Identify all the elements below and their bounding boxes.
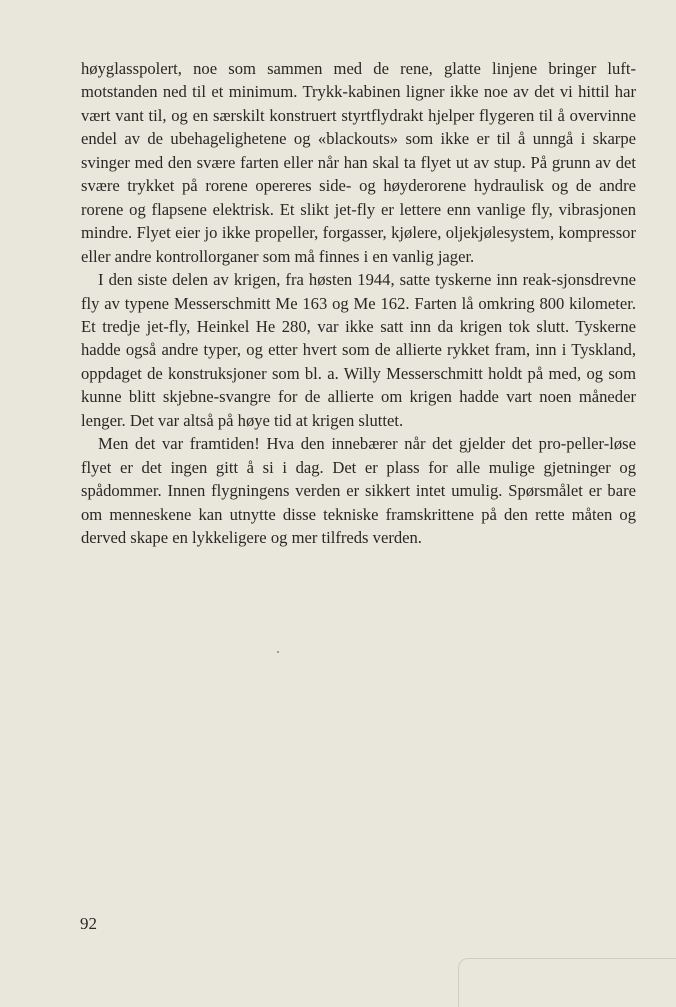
body-text — [81, 57, 636, 550]
paragraph-2: I den siste delen av krigen, fra høsten 1944, satte tyskerne inn reak-sjonsdrevne fly av typene Messerschmitt Me 163 og Me 162. Farten lå omkring 800 kilometer. Et tredje jet-fly, Heinkel He 280, var ikke satt inn da krigen tok slutt. Tyskerne hadde også andre typer, og etter hvert som de allierte rykket fram, inn i Tyskland, oppdaget de konstruksjoner som bl. a. Willy Messerschmitt holdt på med, og som kunne blitt skjebne-svangre for de allierte om krigen hadde vart noen måneder lenger. Det var altså på høye tid at krigen sluttet. — [81, 270, 636, 430]
page-number: 92 — [80, 914, 97, 933]
page-corner-mark — [458, 958, 676, 1007]
paragraph-3: Men det var framtiden! Hva den innebærer når det gjelder det pro-peller-løse flyet er det ingen gitt å si i dag. Det er plass for alle mulige gjetninger og spådommer. Innen flygningens verden er sikkert intet umulig. Spørsmålet er bare om menneskene kan utnytte disse tekniske framskrittene på den rette måten og derved skape en lykkeligere og mer tilfreds verden. — [81, 434, 636, 548]
paragraph-1: høyglasspolert, noe som sammen med de rene, glatte linjene bringer luft-motstanden ned til et minimum. Trykk-kabinen ligner ikke noe av det vi hittil har vært vant til, og en særskilt konstruert styrtflydrakt hjelper flygeren til å overvinne endel av de ubehagelighetene og «blackouts» som ikke er til å unngå i skarpe svinger med den svære farten eller når han skal ta flyet ut av stup. På grunn av det svære trykket på rorene opereres side- og høyderorene hydraulisk og de andre rorene og flapsene elektrisk. Et slikt jet-fly er lettere enn vanlige fly, vibrasjonen mindre. Flyet eier jo ikke propeller, forgasser, kjølere, oljekjølesystem, kompressor eller andre kontrollorganer som må finnes i en vanlig jager. — [81, 59, 636, 266]
ink-speck — [277, 651, 279, 653]
